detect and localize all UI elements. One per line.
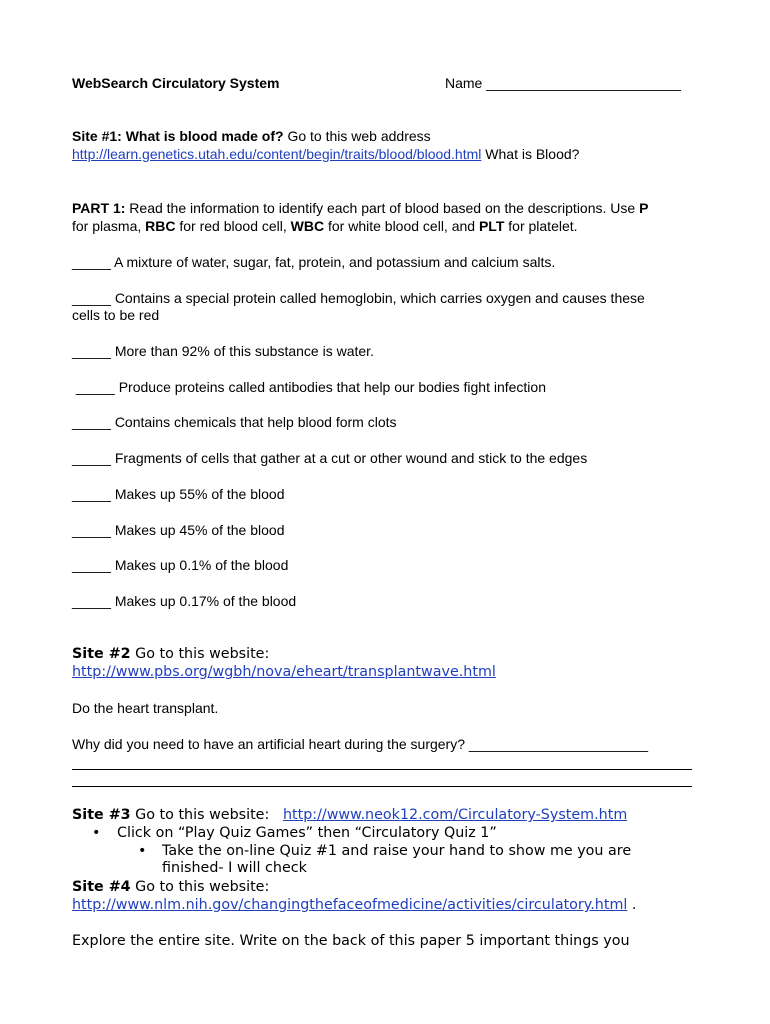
site3-intro: Go to this website: <box>130 807 283 823</box>
site3-bullet2-line2: finished- I will check <box>162 860 307 876</box>
site1-intro: Go to this web address <box>283 128 431 144</box>
part1-instr4: for white blood cell, and <box>324 218 479 234</box>
part1-item: _____ Makes up 0.17% of the blood <box>72 593 297 609</box>
site2-label: Site #2 <box>72 646 131 662</box>
site2-task: Do the heart transplant. <box>72 700 219 716</box>
part1-label: PART 1: <box>72 200 126 216</box>
site4-link[interactable]: http://www.nlm.nih.gov/changingthefaceofmedicine/activities/circulatory.html <box>72 897 628 913</box>
site4-heading-line <box>72 879 269 896</box>
site2-link[interactable]: http://www.pbs.org/wgbh/nova/eheart/transplantwave.html <box>72 664 496 680</box>
site3-link[interactable]: http://www.neok12.com/Circulatory-System.htm <box>282 807 628 823</box>
bullet-dot-icon: • <box>92 825 101 841</box>
part1-item: _____ Fragments of cells that gather at a cut or other wound and stick to the edges <box>72 450 588 466</box>
site3-label: Site #3 <box>72 807 131 823</box>
site1-heading: Site #1: What is blood made of? <box>72 128 284 144</box>
name-field-label: Name _________________________ <box>445 75 681 91</box>
part1-wbc-code: WBC <box>290 218 325 234</box>
part1-instr2: for plasma, <box>72 218 146 234</box>
part1-item: _____ More than 92% of this substance is water. <box>72 343 374 359</box>
part1-item: _____ Contains a special protein called hemoglobin, which carries oxygen and causes these <box>72 290 645 306</box>
part1-item: _____ Makes up 55% of the blood <box>72 486 285 502</box>
bullet-dot-icon: • <box>138 843 147 859</box>
site1-link[interactable]: http://learn.genetics.utah.edu/content/begin/traits/blood/blood.html <box>72 146 482 162</box>
part1-instr5: for platelet. <box>504 218 578 234</box>
site2-heading-line <box>72 646 269 663</box>
site2-question: Why did you need to have an artificial heart during the surgery? _______________________ <box>72 736 648 752</box>
part1-p-code: P <box>639 200 649 216</box>
site1-link-line <box>72 146 579 163</box>
site3-bullet1: Click on “Play Quiz Games” then “Circulatory Quiz 1” <box>117 825 497 841</box>
site4-link-line <box>72 897 636 914</box>
part1-instr3: for red blood cell, <box>175 218 291 234</box>
site3-bullet2-line1: Take the on-line Quiz #1 and raise your hand to show me you are <box>162 843 632 859</box>
worksheet-title: WebSearch Circulatory System <box>72 75 280 91</box>
site1-after-link: What is Blood? <box>481 146 580 162</box>
site3-heading-line <box>72 807 627 824</box>
site4-intro: Go to this website: <box>130 879 270 895</box>
site4-label: Site #4 <box>72 879 131 895</box>
answer-line <box>72 769 692 770</box>
part1-item: _____ A mixture of water, sugar, fat, protein, and potassium and calcium salts. <box>72 254 556 270</box>
part1-plt-code: PLT <box>478 218 505 234</box>
part1-instr1: Read the information to identify each part of blood based on the descriptions. Use <box>125 200 640 216</box>
site2-intro: Go to this website: <box>130 646 270 662</box>
site4-explore: Explore the entire site. Write on the back of this paper 5 important things you <box>72 933 630 949</box>
part1-instructions-line1 <box>72 200 648 217</box>
part1-item: _____ Contains chemicals that help blood form clots <box>72 414 397 430</box>
site1-heading-line <box>72 128 431 145</box>
site2-link-line <box>72 664 496 681</box>
part1-item-continuation: cells to be red <box>72 307 160 323</box>
part1-item: _____ Produce proteins called antibodies that help our bodies fight infection <box>72 379 546 395</box>
part1-instructions-line2 <box>72 218 578 235</box>
part1-rbc-code: RBC <box>145 218 176 234</box>
answer-line <box>72 786 692 787</box>
part1-item: _____ Makes up 0.1% of the blood <box>72 557 289 573</box>
site4-after-link: . <box>627 897 637 913</box>
part1-item: _____ Makes up 45% of the blood <box>72 522 285 538</box>
